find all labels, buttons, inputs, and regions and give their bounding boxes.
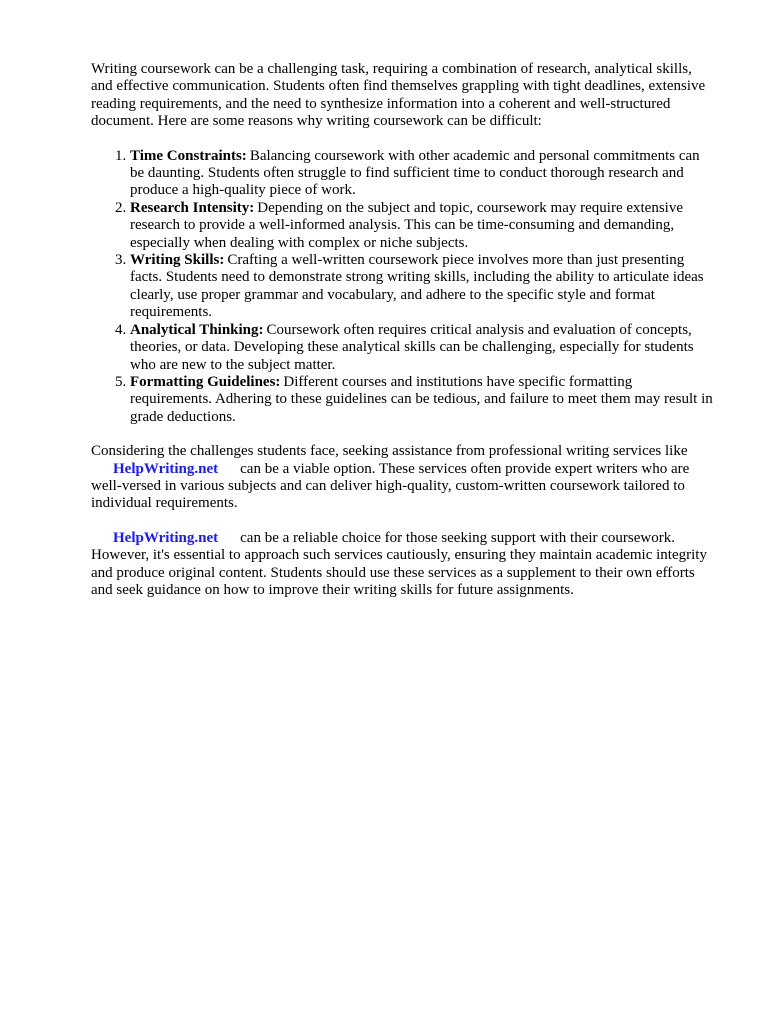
reason-text: Coursework often requires critical analysis and evaluation of concepts, theories, or data. Developing these analytical skills can be challenging, especially for students who are new to the subject matter. (130, 321, 694, 373)
reason-term: Writing Skills: (130, 252, 225, 269)
reason-text: Balancing coursework with other academic and personal commitments can be daunting. Students often struggle to find sufficient time to conduct thorough research and produce a high-quality piece of work. (130, 147, 700, 199)
reason-term: Research Intensity: (130, 199, 255, 216)
reliable-choice-paragraph (91, 530, 716, 600)
reason-term: Analytical Thinking: (130, 321, 264, 338)
list-item (130, 374, 716, 426)
reasons-list (91, 148, 716, 427)
list-item (130, 322, 716, 374)
list-item (130, 200, 716, 252)
reason-term: Formatting Guidelines: (130, 373, 281, 390)
intro-paragraph: Writing coursework can be a challenging task, requiring a combination of research, analytical skills, and effective communication. Students often find themselves grappling with tight deadlines, extensive reading requirements, and the need to synthesize information into a coherent and well-structured document. Here are some reasons why writing coursework can be difficult: (91, 61, 706, 130)
list-item (130, 252, 716, 322)
reason-text: Different courses and institutions have specific formatting requirements. Adhering to these guidelines can be tedious, and failure to meet them may result in grade deductions. (130, 373, 713, 425)
helpwriting-link[interactable]: HelpWriting.net (113, 529, 219, 546)
reason-term: Time Constraints: (130, 147, 247, 164)
considering-paragraph (91, 443, 716, 513)
reason-text: Depending on the subject and topic, coursework may require extensive research to provide a well-informed analysis. This can be time-consuming and demanding, especially when dealing with complex or niche subjects. (130, 199, 683, 251)
document-page (91, 61, 716, 599)
paragraph-text: can be a viable option. These services often provide expert writers who are well-versed in various subjects and can deliver high-quality, custom-written coursework tailored to individual requirements. (91, 460, 690, 512)
paragraph-text: can be a reliable choice for those seeking support with their coursework. However, it's essential to approach such services cautiously, ensuring they maintain academic integrity and produce original content. Students should use these services as a supplement to their own efforts and seek guidance on how to improve their writing skills for future assignments. (91, 529, 707, 598)
paragraph-text: Considering the challenges students face, seeking assistance from professional writing services like (91, 443, 688, 460)
list-item (130, 148, 716, 200)
reason-text: Crafting a well-written coursework piece involves more than just presenting facts. Students need to demonstrate strong writing skills, including the ability to articulate ideas clearly, use proper grammar and vocabulary, and adhere to the specific style and format requirements. (130, 252, 704, 321)
helpwriting-link[interactable]: HelpWriting.net (113, 460, 219, 477)
